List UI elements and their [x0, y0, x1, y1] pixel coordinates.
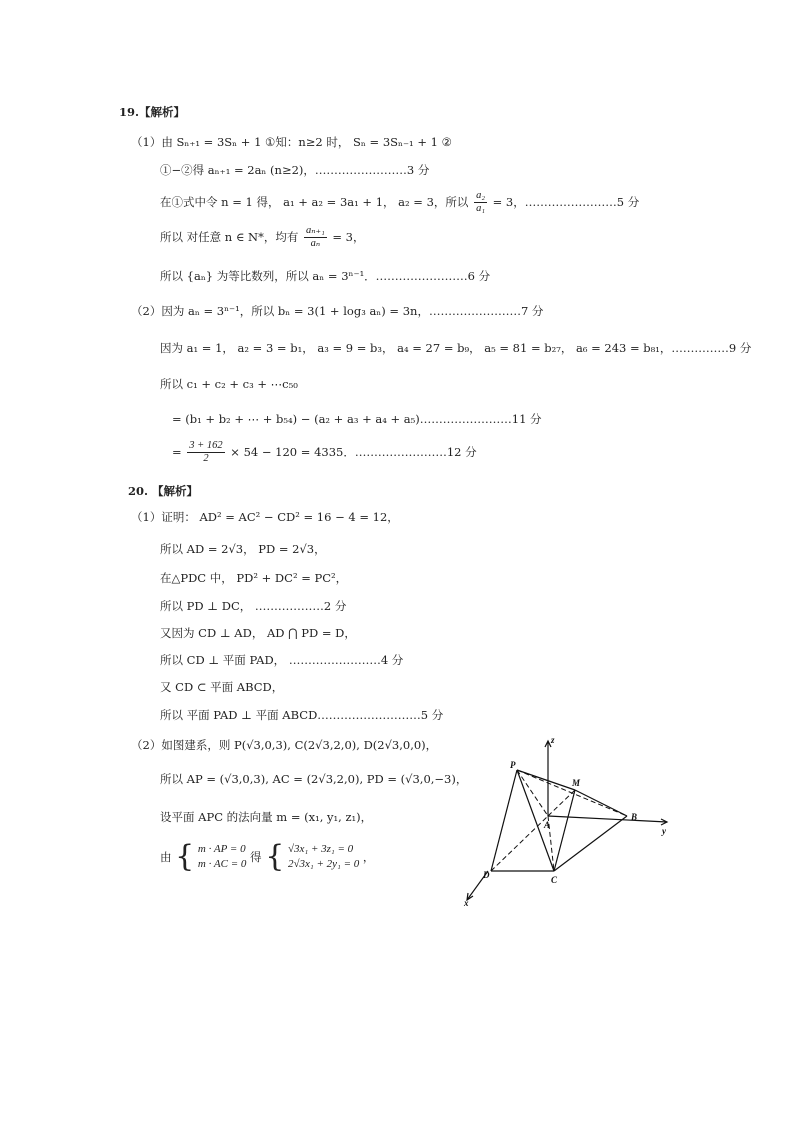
q19-part1-line1: （1）由 Sₙ₊₁ = 3Sₙ + 1 ①知：n≥2 时， Sₙ = 3Sₙ₋₁ + 1 ② [131, 135, 452, 149]
label-z: z [551, 735, 555, 745]
label-x: x [464, 898, 469, 908]
label-a: A [544, 820, 551, 830]
q20-line12-pre: 由 [160, 849, 172, 864]
q19-part1-line3-tail: = 3，……………………5 分 [492, 195, 640, 209]
q19-part1-line4-tail: = 3， [332, 230, 365, 244]
q19-part1-line5: 所以 {aₙ} 为等比数列，所以 aₙ = 3ⁿ⁻¹．……………………6 分 [160, 269, 491, 283]
system1-eq2: m · AC = 0 [197, 858, 247, 870]
q19-title: 19.【解析】 [119, 105, 186, 119]
q19-part2-line2: 因为 a₁ = 1， a₂ = 3 = b₁， a₃ = 9 = b₃， a₄ = 27 = b₉， a₅ = 81 = b₂₇， a₆ = 243 = b₈₁，……………9 分 [160, 341, 752, 355]
q19-part2-line3: 所以 c₁ + c₂ + c₃ + ⋯c₅₀ [160, 377, 298, 391]
fraction-denominator: aₙ [310, 238, 321, 249]
fraction-numerator: a₂ [476, 190, 485, 201]
q20-line6: 所以 CD ⊥ 平面 PAD， ……………………4 分 [160, 653, 404, 667]
q19-part1-line4 [160, 225, 364, 250]
q20-line3: 在△PDC 中， PD² + DC² = PC²， [160, 571, 348, 585]
q20-line12-mid: 得 [250, 849, 262, 864]
q19-part2-line1: （2）因为 aₙ = 3ⁿ⁻¹，所以 bₙ = 3(1 + log₃ aₙ) = 3n，……………………7 分 [131, 304, 544, 318]
edge-mb [575, 790, 627, 816]
label-m: M [572, 778, 581, 788]
q20-line12 [160, 839, 375, 874]
q20-line8: 所以 平面 PAD ⊥ 平面 ABCD………………………5 分 [160, 708, 444, 722]
system2-eq2: 2√3x₁ + 2y₁ = 0 [287, 858, 360, 870]
q20-line4: 所以 PD ⊥ DC， ………………2 分 [160, 599, 347, 613]
label-c: C [551, 875, 558, 885]
edge-pb [517, 770, 627, 816]
edge-cb [554, 816, 627, 871]
q20-line7: 又 CD ⊂ 平面 ABCD， [160, 680, 284, 694]
q20-line12-post: ， [362, 849, 375, 864]
edge-da [491, 816, 551, 871]
q20-line2: 所以 AD = 2√3， PD = 2√3， [160, 542, 326, 556]
edge-pm [517, 770, 575, 790]
q20-title: 20. 【解析】 [128, 484, 199, 498]
left-brace: { [265, 839, 285, 874]
label-p: P [510, 760, 516, 770]
sum-fraction [187, 440, 224, 465]
pyramid-figure [455, 730, 680, 910]
q19-part1-line3 [160, 190, 639, 215]
q19-part1-line4-text: 所以 对任意 n ∈ N*，均有 [160, 230, 299, 244]
left-brace: { [175, 839, 195, 874]
q19-part1-line2: ①−②得 aₙ₊₁ = 2aₙ (n≥2)，……………………3 分 [160, 163, 430, 177]
ratio-fraction [304, 225, 327, 250]
fraction-numerator: 3 + 162 [189, 440, 223, 451]
label-d: D [483, 870, 490, 880]
fraction-numerator: aₙ₊₁ [306, 225, 325, 236]
edge-am [548, 790, 575, 816]
fraction-denominator: 2 [203, 453, 209, 464]
q19-part2-line5-tail: × 54 − 120 = 4335．……………………12 分 [230, 445, 477, 459]
label-y: y [662, 826, 666, 836]
q20-line9: （2）如图建系，则 P(√3,0,3), C(2√3,2,0), D(2√3,0,0)， [131, 738, 438, 752]
system1-eq1: m · AP = 0 [197, 843, 246, 855]
equals-sign: = [172, 445, 182, 459]
equation-system-2 [288, 842, 359, 872]
q19-part2-line4: = (b₁ + b₂ + ⋯ + b₅₄) − (a₂ + a₃ + a₄ + a₅)……………………11 分 [172, 412, 542, 426]
q20-line5: 又因为 CD ⊥ AD， AD ⋂ PD = D， [160, 626, 356, 640]
q19-part2-line5 [172, 440, 477, 465]
fraction-denominator: a₁ [476, 203, 485, 214]
y-axis [548, 816, 667, 822]
system2-eq1: √3x₁ + 3z₁ = 0 [287, 843, 354, 855]
equation-system-1 [198, 842, 246, 872]
ratio-fraction [474, 190, 487, 215]
q19-part1-line3-text: 在①式中令 n = 1 得， a₁ + a₂ = 3a₁ + 1， a₂ = 3，所以 [160, 195, 469, 209]
q20-line1: （1）证明： AD² = AC² − CD² = 16 − 4 = 12， [131, 510, 399, 524]
edge-pd [491, 770, 517, 871]
q20-line11: 设平面 APC 的法向量 m = (x₁, y₁, z₁)， [160, 810, 373, 824]
q20-line10: 所以 AP = (√3,0,3), AC = (2√3,2,0), PD = (√3,0,−3)， [160, 772, 468, 786]
edge-mc [554, 790, 575, 871]
label-b: B [631, 812, 638, 822]
